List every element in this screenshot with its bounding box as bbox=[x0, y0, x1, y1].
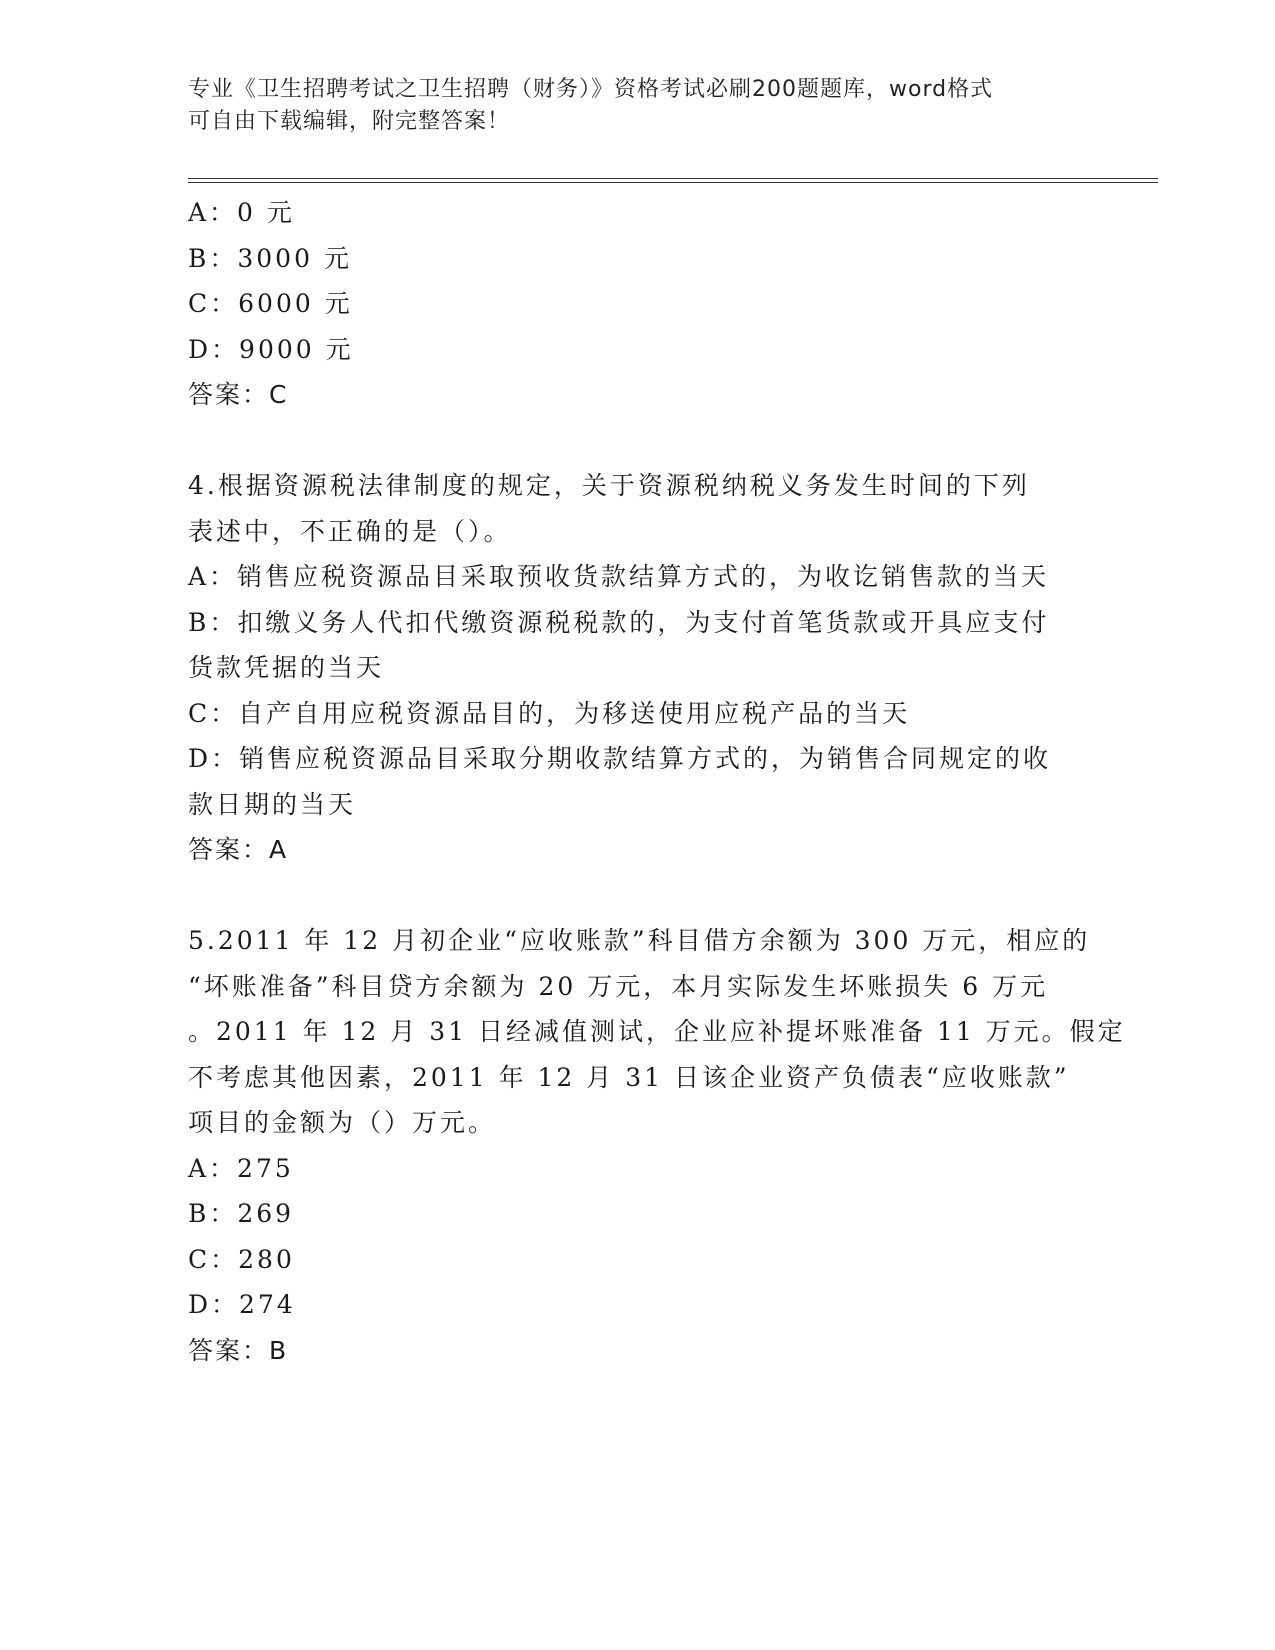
header-divider-top bbox=[188, 178, 1158, 179]
q4-option-b-line-1: B：扣缴义务人代扣代缴资源税税款的，为支付首笔货款或开具应支付 bbox=[188, 607, 1050, 637]
q4-stem-line-1: 4.根据资源税法律制度的规定，关于资源税纳税义务发生时间的下列 bbox=[188, 471, 1030, 500]
q4-option-b-line-2: 货款凭据的当天 bbox=[188, 653, 385, 682]
header-line-2: 可自由下载编辑，附完整答案！ bbox=[188, 109, 511, 134]
q3-option-d: D：9000 元 bbox=[188, 334, 354, 364]
q5-option-a: A：275 bbox=[188, 1153, 294, 1183]
q3-option-a: A：0 元 bbox=[188, 198, 295, 227]
q4-option-d-line-1: D：销售应税资源品目采取分期收款结算方式的，为销售合同规定的收 bbox=[188, 744, 1052, 773]
q4-option-d-line-2: 款日期的当天 bbox=[188, 789, 357, 819]
q3-answer: 答案：C bbox=[188, 380, 289, 409]
q5-option-c: C：280 bbox=[188, 1244, 295, 1274]
q5-option-b: B：269 bbox=[188, 1199, 295, 1228]
document-header bbox=[188, 74, 1088, 138]
document-body bbox=[188, 190, 1126, 1373]
q5-stem-line-5: 项目的金额为（）万元。 bbox=[188, 1108, 497, 1137]
q3-option-c: C：6000 元 bbox=[188, 289, 353, 318]
q5-stem-line-2: “坏账准备”科目贷方余额为 20 万元，本月实际发生坏账损失 6 万元 bbox=[188, 971, 1049, 1001]
q5-stem-line-1: 5.2011 年 12 月初企业“应收账款”科目借方余额为 300 万元，相应的 bbox=[188, 926, 1091, 955]
q4-stem-line-2: 表述中，不正确的是（）。 bbox=[188, 516, 512, 546]
q5-stem-line-4: 不考虑其他因素，2011 年 12 月 31 日该企业资产负债表“应收账款” bbox=[188, 1062, 1070, 1092]
q3-option-b: B：3000 元 bbox=[188, 243, 352, 273]
q5-answer: 答案：B bbox=[188, 1335, 289, 1365]
header-divider-bottom bbox=[188, 182, 1158, 183]
spacer bbox=[188, 873, 1088, 919]
q4-option-a: A：销售应税资源品目采取预收货款结算方式的，为收讫销售款的当天 bbox=[188, 562, 1050, 591]
header-line-1: 专业《卫生招聘考试之卫生招聘（财务）》资格考试必刷200题题库，word格式 bbox=[188, 77, 994, 102]
q4-option-c: C：自产自用应税资源品目的，为移送使用应税产品的当天 bbox=[188, 698, 911, 728]
q5-stem-line-3: 。2011 年 12 月 31 日经减值测试，企业应补提坏账准备 11 万元。假定 bbox=[188, 1017, 1126, 1046]
q4-answer: 答案：A bbox=[188, 835, 289, 864]
q5-option-d: D：274 bbox=[188, 1290, 296, 1319]
spacer bbox=[188, 418, 1088, 464]
